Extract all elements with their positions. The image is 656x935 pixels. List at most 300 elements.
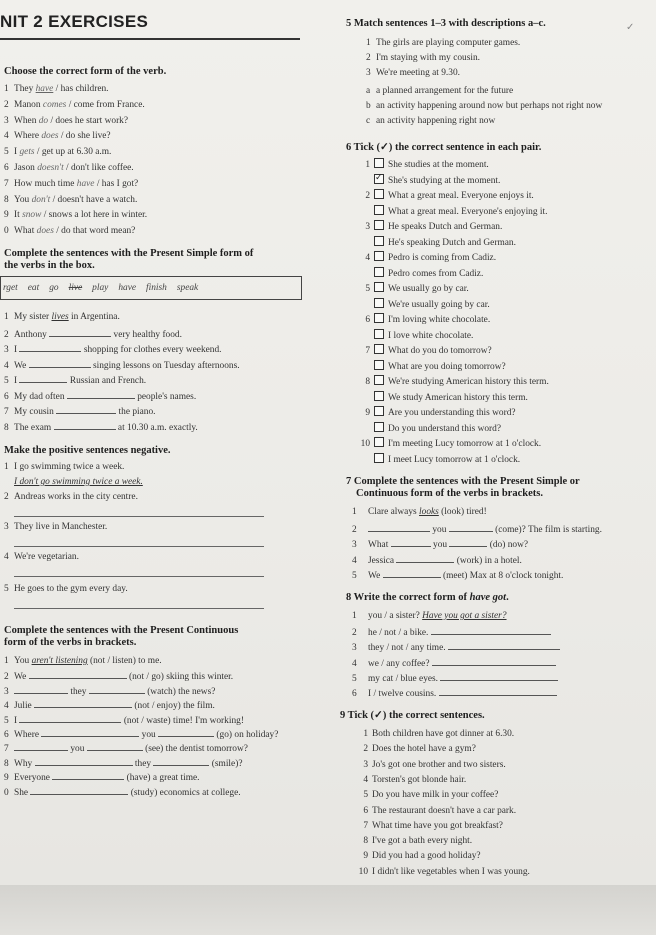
- ex5-description-text: an activity happening around now but perhaps not right now: [376, 101, 603, 111]
- checkbox[interactable]: [374, 282, 384, 292]
- ex4-text: they: [68, 686, 89, 697]
- ex9-item: [352, 775, 466, 786]
- ex3-item: [4, 552, 79, 563]
- ex1-text: You: [14, 194, 32, 205]
- ex2-text: shopping for clothes every weekend.: [81, 345, 222, 355]
- item-number: 8: [363, 836, 368, 847]
- ex9-sentence: What time have you got breakfast?: [372, 820, 503, 831]
- ex5-description-text: an activity happening right now: [376, 116, 496, 126]
- ex8-item: [352, 687, 557, 700]
- ex7-text: We: [368, 571, 383, 581]
- ex6-sentence: What a great meal. Everyone enjoys it.: [388, 191, 534, 201]
- ex2-item: [4, 405, 156, 418]
- ex2-word-box: [0, 276, 302, 300]
- ex3-sentence: They live in Manchester.: [14, 522, 108, 532]
- ex2-item: [4, 421, 198, 434]
- ex6-option-a: [352, 158, 489, 171]
- item-number: 5: [4, 376, 9, 386]
- item-number: 2: [4, 672, 9, 683]
- item-number: 5: [4, 147, 9, 158]
- ex7-heading-line2: Continuous form of the verbs in brackets.: [356, 488, 543, 499]
- ex1-option-b: / come from France.: [66, 99, 145, 110]
- ex8-prompt: you / a sister?: [368, 611, 423, 621]
- ex1-text: Jason: [14, 163, 38, 173]
- ex7-item: [352, 523, 602, 536]
- ex4-text: Julie: [14, 701, 35, 712]
- item-number: c: [366, 116, 371, 126]
- ex4-text: you: [68, 744, 87, 755]
- ex6-option-b: [374, 453, 520, 466]
- ex6-sentence: We're usually going by car.: [388, 299, 490, 310]
- ex4-text: We: [14, 672, 29, 683]
- ex4-answer-blank[interactable]: [14, 742, 68, 751]
- ex9-item: [352, 744, 476, 755]
- ex8-answer-text[interactable]: Have you got a sister?: [422, 611, 507, 621]
- ex6-option-a: [352, 437, 541, 450]
- ex2-item: [4, 374, 146, 387]
- ex4-text: (go) on holiday?: [214, 730, 279, 740]
- checkbox[interactable]: [374, 298, 384, 308]
- ex9-item: [352, 729, 514, 740]
- item-number: 1: [4, 84, 9, 94]
- checkbox[interactable]: [374, 313, 384, 323]
- item-number: 3: [352, 643, 357, 654]
- item-number: 0: [4, 787, 9, 798]
- ex7-item: [352, 554, 522, 567]
- ex2-answer-blank[interactable]: [67, 390, 135, 399]
- ex1-option-b: / has children.: [53, 84, 109, 94]
- ex6-sentence: Pedro comes from Cadiz.: [388, 268, 484, 279]
- ex4-item: [4, 786, 241, 799]
- word-box-word: speak: [176, 283, 199, 293]
- ex6-option-a: [352, 313, 490, 326]
- ex7-text: Jessica: [368, 555, 397, 566]
- ex4-text: (see) the dentist tomorrow?: [142, 744, 248, 755]
- ex2-text: the piano.: [116, 407, 156, 417]
- ex8-item: [352, 657, 556, 670]
- ex4-text: (smile)?: [209, 758, 243, 769]
- item-number: 2: [352, 628, 357, 639]
- ex1-option-a: have: [76, 178, 95, 189]
- ex3-answer-line[interactable]: [14, 516, 264, 517]
- word-box-word: have: [118, 283, 137, 293]
- ex7-answer-blank-2[interactable]: [449, 538, 487, 547]
- ex7-answer-blank[interactable]: [396, 554, 454, 563]
- ex2-text: very healthy food.: [111, 329, 182, 340]
- ex6-option-a: [352, 406, 516, 419]
- checkbox[interactable]: [374, 375, 384, 385]
- ex4-text: Where: [14, 730, 42, 740]
- ex1-text: They: [14, 84, 36, 94]
- ex9-heading: 9 Tick (✓) the correct sentences.: [340, 710, 485, 721]
- ex7-text: you: [430, 540, 450, 550]
- item-number: 4: [352, 658, 357, 669]
- ex6-sentence: She studies at the moment.: [388, 160, 489, 170]
- item-number: 0: [4, 226, 9, 237]
- ex6-sentence: What a great meal. Everyone's enjoying it.: [388, 206, 548, 217]
- item-number: 9: [363, 851, 368, 862]
- ex1-item: [4, 131, 111, 142]
- ex7-answer-blank-2[interactable]: [449, 523, 493, 532]
- ex1-option-b: / snows a lot here in winter.: [41, 210, 148, 221]
- item-number: 7: [363, 820, 368, 831]
- ex3-item: [4, 492, 138, 503]
- ex7-text: (work) in a hotel.: [454, 555, 522, 566]
- ex4-text: (not / waste) time! I'm working!: [121, 715, 244, 726]
- ex8-heading: [346, 592, 509, 604]
- ex4-text: you: [139, 730, 159, 740]
- ex2-text: My dad often: [14, 391, 67, 402]
- ex6-sentence: He's speaking Dutch and German.: [388, 237, 516, 248]
- ex1-option-a: have: [35, 84, 54, 94]
- item-number: 2: [352, 524, 357, 535]
- ex6-sentence: I love white chocolate.: [388, 330, 474, 341]
- ex5-description: [366, 86, 513, 97]
- title-rule: [0, 38, 300, 40]
- ex9-item: [352, 867, 530, 878]
- checkbox[interactable]: [374, 236, 384, 246]
- checkbox[interactable]: [374, 406, 384, 416]
- ex2-heading: Complete the sentences with the Present Simple form of: [4, 248, 254, 259]
- item-number: 1: [4, 656, 9, 666]
- ex3-sentence: I go swimming twice a week.: [14, 462, 125, 472]
- table-surface: [0, 885, 656, 935]
- word-box-word: play: [92, 283, 109, 293]
- ex9-item: [352, 806, 516, 817]
- ex4-text: She: [14, 787, 31, 798]
- ex8-answer-line[interactable]: [432, 657, 556, 666]
- ex8-heading-text: 8 Write the correct form of: [346, 592, 470, 603]
- item-number: 9: [365, 408, 370, 418]
- ex2-heading-line2: the verbs in the box.: [4, 260, 95, 271]
- ex4-answer-blank-2[interactable]: [89, 685, 145, 694]
- ex1-option-a: does: [41, 131, 59, 142]
- checkbox[interactable]: [374, 453, 384, 463]
- word-box-word: go: [49, 283, 59, 293]
- checkbox[interactable]: [374, 205, 384, 215]
- ex4-item: [4, 685, 215, 698]
- ex1-item: [4, 116, 128, 127]
- ex2-answer-blank[interactable]: [19, 374, 67, 383]
- ex8-answer-line[interactable]: [448, 641, 560, 650]
- ex1-option-b: / do she live?: [58, 131, 111, 142]
- item-number: 3: [352, 540, 357, 550]
- ex1-item: [4, 226, 135, 237]
- word-box-word: rget: [3, 283, 18, 293]
- ex4-answer-blank[interactable]: aren't listening: [31, 656, 88, 666]
- item-number: 4: [4, 360, 9, 371]
- ex2-text: singing lessons on Tuesday afternoons.: [90, 360, 240, 371]
- item-number: 10: [360, 439, 370, 449]
- item-number: 6: [363, 805, 368, 816]
- item-number: 7: [4, 407, 9, 417]
- item-number: 4: [352, 555, 357, 566]
- ex1-text: Where: [14, 131, 42, 142]
- ex8-prompt: my cat / blue eyes.: [368, 673, 441, 684]
- item-number: 1: [4, 312, 9, 322]
- ex2-answer-blank[interactable]: [54, 421, 116, 430]
- ex4-text: You: [14, 656, 32, 666]
- ex7-item: [352, 507, 487, 518]
- ex2-answer-blank[interactable]: [29, 359, 91, 368]
- ex9-sentence: I didn't like vegetables when I was young.: [372, 866, 530, 877]
- checkbox[interactable]: [374, 267, 384, 277]
- ex3-answer-line[interactable]: [14, 546, 264, 547]
- ex2-answer-blank[interactable]: [19, 343, 81, 352]
- checkbox[interactable]: [374, 174, 384, 184]
- ex2-answer-blank[interactable]: [56, 405, 116, 414]
- ex9-sentence: The restaurant doesn't have a car park.: [372, 805, 517, 816]
- item-number: 4: [4, 552, 9, 562]
- ex6-option-b: [374, 205, 547, 218]
- ex1-option-b: / doesn't have a watch.: [50, 194, 138, 205]
- ex4-item: [4, 699, 215, 712]
- item-number: a: [366, 86, 371, 96]
- ex2-item: [4, 390, 196, 403]
- ex1-text: How much time: [14, 178, 77, 189]
- ex2-item: [4, 343, 222, 356]
- item-number: 2: [4, 329, 9, 340]
- ex4-text: (study) economics at college.: [128, 787, 241, 798]
- ex3-answer-line[interactable]: [14, 576, 264, 577]
- ex1-item: [4, 100, 145, 111]
- ex8-prompt: he / not / a bike.: [368, 628, 431, 639]
- ex2-answer-blank[interactable]: lives: [51, 312, 69, 322]
- ex8-answer-line[interactable]: [431, 626, 551, 635]
- checkbox[interactable]: [374, 251, 384, 261]
- item-number: 6: [4, 730, 9, 740]
- checkbox[interactable]: [374, 422, 384, 432]
- item-number: 5: [352, 673, 357, 684]
- ex4-item: [4, 771, 200, 784]
- ex5-description: [366, 116, 495, 127]
- checkbox[interactable]: [374, 360, 384, 370]
- ex4-text: (not / go) skiing this winter.: [126, 672, 234, 683]
- item-number: 6: [4, 163, 9, 173]
- ex2-item: [4, 312, 120, 323]
- ex4-text: (not / listen) to me.: [87, 656, 162, 666]
- checkbox[interactable]: [374, 189, 384, 199]
- ex7-heading: 7 Complete the sentences with the Present Simple or: [346, 476, 580, 487]
- ex8-item: [352, 672, 558, 685]
- ex6-sentence: She's studying at the moment.: [388, 175, 501, 186]
- word-box-word: finish: [146, 283, 167, 293]
- ex6-option-a: [352, 220, 502, 233]
- ex1-item: [4, 210, 147, 221]
- ex2-item: [4, 328, 182, 341]
- ex6-option-a: [352, 344, 492, 357]
- ex6-heading: 6 Tick (✓) the correct sentence in each pair.: [346, 142, 542, 153]
- ex2-text: in Argentina.: [68, 312, 120, 322]
- checkbox[interactable]: [374, 344, 384, 354]
- ex2-text: at 10.30 a.m. exactly.: [115, 422, 198, 433]
- checkbox[interactable]: [374, 220, 384, 230]
- item-number: 6: [352, 689, 357, 699]
- ex7-text: What: [368, 540, 391, 550]
- word-box-word: live: [68, 283, 83, 293]
- ex8-item: [352, 611, 507, 622]
- ex5-sentence-text: The girls are playing computer games.: [376, 38, 521, 48]
- ex1-text: It: [14, 210, 23, 221]
- ex4-item: [4, 670, 233, 683]
- ex6-option-a: [352, 189, 534, 202]
- item-number: 1: [363, 729, 368, 739]
- ex2-answer-blank[interactable]: [49, 328, 111, 337]
- ex4-answer-blank[interactable]: [14, 685, 68, 694]
- ex6-option-a: [352, 282, 469, 295]
- item-number: 7: [4, 744, 9, 755]
- item-number: 3: [4, 115, 9, 126]
- ex5-sentence-text: We're meeting at 9.30.: [376, 68, 460, 78]
- ex3-item: [4, 522, 107, 533]
- ex4-text: (have) a great time.: [124, 773, 200, 784]
- ex4-item: [4, 742, 248, 755]
- unit-title: NIT 2 EXERCISES: [0, 12, 149, 31]
- ex1-item: [4, 163, 134, 174]
- item-number: 3: [365, 222, 370, 232]
- item-number: 8: [4, 194, 9, 205]
- ex7-answer-blank[interactable]: looks: [419, 507, 439, 517]
- ex1-option-b: / does he start work?: [48, 115, 129, 126]
- item-number: 1: [4, 462, 9, 472]
- ex9-sentence: Does the hotel have a gym?: [372, 744, 476, 755]
- ex7-answer-blank[interactable]: [391, 538, 431, 547]
- item-number: 5: [352, 571, 357, 581]
- ex4-answer-blank[interactable]: [29, 670, 127, 679]
- ex4-answer-blank[interactable]: [52, 771, 124, 780]
- word-box-word: eat: [27, 283, 40, 293]
- ex4-answer-blank[interactable]: [30, 786, 128, 795]
- item-number: 2: [366, 53, 371, 63]
- item-number: 4: [363, 774, 368, 785]
- ex8-answer-line[interactable]: [440, 672, 558, 681]
- ex6-option-b: [374, 360, 506, 373]
- ex4-answer-blank-2[interactable]: [153, 757, 209, 766]
- item-number: 2: [4, 99, 9, 110]
- item-number: 10: [358, 866, 368, 877]
- ex1-text: Manon: [14, 99, 43, 110]
- item-number: 2: [363, 744, 368, 755]
- item-number: 7: [365, 346, 370, 356]
- ex6-sentence: We study American history this term.: [388, 392, 528, 403]
- ex4-text: I: [14, 715, 20, 726]
- checkbox[interactable]: [374, 329, 384, 339]
- ex2-item: [4, 359, 240, 372]
- ex4-item: [4, 728, 278, 741]
- ex9-item: [352, 760, 506, 771]
- ex7-item: [352, 538, 528, 551]
- ex5-description-text: a planned arrangement for the future: [376, 86, 514, 96]
- ex3-answer: [14, 477, 143, 488]
- item-number: 2: [365, 191, 370, 201]
- ex9-item: [352, 790, 498, 801]
- ex1-option-a: don't: [31, 194, 51, 205]
- ex2-text: We: [14, 360, 29, 371]
- ex4-answer-blank[interactable]: [41, 728, 139, 737]
- item-number: 1: [352, 611, 357, 621]
- item-number: 1: [365, 160, 370, 170]
- ex1-option-a: do: [38, 115, 49, 126]
- ex8-heading-text: .: [506, 592, 509, 603]
- ex7-answer-blank[interactable]: [368, 523, 430, 532]
- ex6-sentence: I'm loving white chocolate.: [388, 315, 491, 325]
- item-number: 9: [4, 773, 9, 784]
- ex4-heading: Complete the sentences with the Present Continuous: [4, 625, 239, 636]
- item-number: 3: [366, 68, 371, 78]
- ex6-option-b: [374, 174, 500, 187]
- ex6-option-b: [374, 391, 528, 404]
- ex1-option-a: comes: [42, 99, 67, 110]
- ex3-sentence: He goes to the gym every day.: [14, 584, 128, 594]
- ex5-heading: 5 Match sentences 1–3 with descriptions a–c.: [346, 18, 546, 29]
- ex4-answer-blank[interactable]: [19, 714, 121, 723]
- ex8-item: [352, 641, 560, 654]
- ex4-answer-blank[interactable]: [34, 699, 132, 708]
- item-number: 5: [4, 584, 9, 594]
- ex1-option-a: doesn't: [37, 163, 64, 173]
- ex1-option-b: / get up at 6.30 a.m.: [34, 147, 112, 158]
- item-number: 6: [365, 315, 370, 325]
- ex7-text: you: [430, 524, 449, 535]
- ex9-item: [352, 836, 472, 847]
- ex8-prompt: we / any coffee?: [368, 658, 432, 669]
- ex2-text: Anthony: [14, 329, 50, 340]
- ex1-item: [4, 179, 138, 190]
- item-number: 1: [352, 507, 357, 517]
- item-number: 1: [366, 38, 371, 48]
- ex8-heading-emphasis: have got: [469, 592, 507, 603]
- item-number: 4: [365, 253, 370, 263]
- ex7-text: (look) tired!: [438, 507, 487, 517]
- item-number: 4: [4, 701, 9, 712]
- ex6-option-b: [374, 267, 483, 280]
- ex4-answer-blank-2[interactable]: [87, 742, 143, 751]
- item-number: 8: [4, 758, 9, 769]
- item-number: 6: [4, 391, 9, 402]
- ex5-sentence: [366, 68, 460, 79]
- ex9-sentence: I've got a bath every night.: [372, 836, 473, 847]
- ex4-answer-blank[interactable]: [35, 757, 133, 766]
- item-number: 3: [4, 686, 9, 697]
- ex5-sentence: [366, 53, 480, 64]
- ex6-option-b: [374, 329, 473, 342]
- item-number: 5: [365, 284, 370, 294]
- ex3-answer-text[interactable]: I don't go swimming twice a week.: [14, 477, 143, 487]
- ex7-text: (do) now?: [487, 540, 529, 550]
- ex8-item: [352, 626, 551, 639]
- ex6-sentence: What do you do tomorrow?: [388, 346, 492, 356]
- ex1-option-b: / don't like coffee.: [63, 163, 134, 173]
- checkbox[interactable]: [374, 437, 384, 447]
- item-number: 3: [363, 759, 368, 770]
- ex3-answer-line[interactable]: [14, 608, 264, 609]
- ex6-option-b: [374, 298, 490, 311]
- ex3-item: [4, 462, 124, 473]
- ex4-text: Why: [14, 758, 35, 769]
- ex4-text: Everyone: [14, 773, 53, 784]
- ex7-answer-blank[interactable]: [383, 569, 441, 578]
- ex9-item: [352, 821, 503, 832]
- ex9-sentence: Did you had a good holiday?: [372, 851, 481, 862]
- ex4-answer-blank-2[interactable]: [158, 728, 214, 737]
- ex1-text: I: [14, 147, 20, 158]
- ex6-sentence: I'm meeting Lucy tomorrow at 1 o'clock.: [388, 439, 542, 449]
- ex1-option-a: snow: [22, 210, 42, 221]
- ex8-answer-line[interactable]: [439, 687, 557, 696]
- item-number: 2: [4, 492, 9, 502]
- checkbox[interactable]: [374, 158, 384, 168]
- checkbox[interactable]: [374, 391, 384, 401]
